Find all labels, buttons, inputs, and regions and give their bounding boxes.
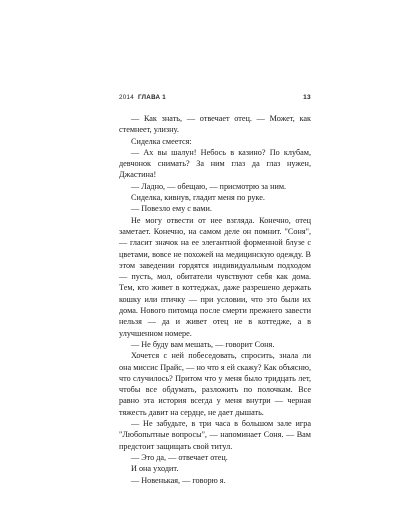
paragraph: — Ах вы шалун! Небось в казино? По клубам, девчонок снимать? За ним глаз да глаз нужен, Джастина! — [119, 147, 311, 180]
page-number: 13 — [303, 94, 311, 101]
paragraph: Хочется с ней побеседовать, спросить, знала ли она миссис Прайс, — но что я ей скажу? Как объясню, что случилось? Притом что у меня было тридцать лет, чтобы все обдумать, разложить по полочкам. Все равно эта история всегда у меня внутри — черная тяжесть давит на сердце, не дает дышать. — [119, 351, 311, 417]
paragraph: Сиделка смеется: — [131, 136, 192, 146]
running-header — [119, 94, 311, 104]
paragraph: Сиделка, кивнув, гладит меня по руке. — [131, 193, 265, 203]
header-year: 2014 — [119, 94, 134, 101]
paragraph: — Как знать, — отвечает отец. — Может, как стемнеет, улизну. — [119, 114, 311, 135]
paragraph: — Не забудьте, в три часа в большом зале игра "Любопытные вопросы", — напоминает Соня. — Вам предстоит защищать свой титул. — [119, 419, 311, 451]
paragraph: Не могу отвести от нее взгляда. Конечно, отец заметает. Конечно, на самом деле он помнит. "Соня", — гласит значок на ее элегантной форменной блузе с цветами, вовсе не похожей на медицинскую одежду. В этом заведении гордятся индивидуальным подходом — пусть, мол, обитатели чувствуют себя как дома. Тем, кто живет в коттеджах, даже разрешено держать кошку или птичку — при условии, что это были их дома. Нового питомца после смерти прежнего завести нельзя — да и живет отец не в коттедже, а в улучшенном номере. — [119, 215, 311, 338]
paragraph: — Повезло ему с вами. — [131, 204, 212, 214]
paragraph: — Ладно, — обещаю, — присмотрю за ним. — [131, 181, 287, 191]
body-text — [119, 113, 311, 486]
paragraph: — Это да, — отвечает отец. — [131, 452, 228, 462]
paragraph: — Новенькая, — говорю я. — [131, 475, 226, 485]
paragraph: И она уходит. — [131, 464, 179, 474]
paragraph: — Не буду вам мешать, — говорит Соня. — [131, 339, 275, 349]
header-chapter: ГЛАВА 1 — [138, 94, 167, 101]
